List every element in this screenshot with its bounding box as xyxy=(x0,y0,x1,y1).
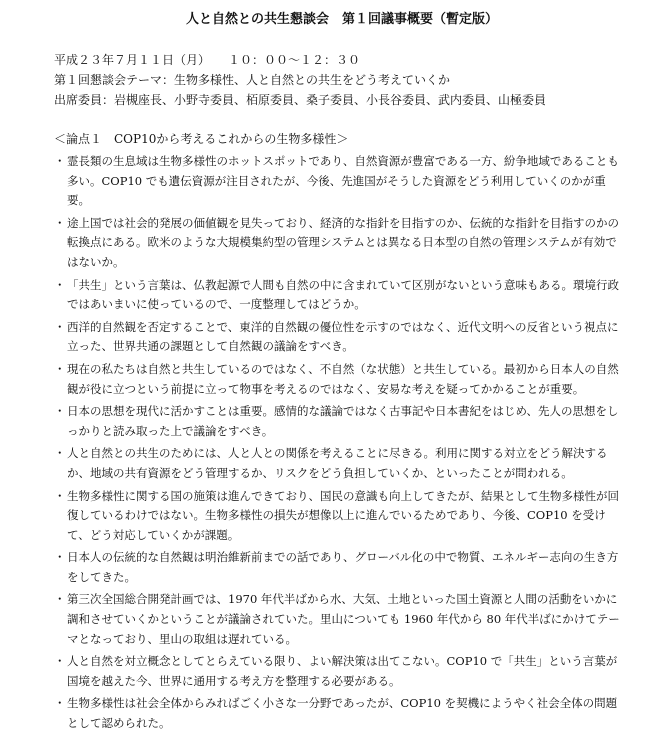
bullet-mark: ・ xyxy=(54,446,66,461)
bullet-mark: ・ xyxy=(54,215,66,230)
bullet-mark: ・ xyxy=(54,488,66,503)
bullet-text: 現在の私たちは自然と共生しているのではなく、不自然（な状態）と共生している。最初から日本人の自然観が役に立つという前提に立って物事を考えるのではなく、安易な考えを疑ってかかることが重要。 xyxy=(67,361,619,396)
bullet-text: 生物多様性は社会全体からみればごく小さな一分野であったが、COP10 を契機にようやく社会全体の問題として認められた。 xyxy=(67,696,618,731)
bullet-text: 生物多様性に関する国の施策は進んできており、国民の意識も向上してきたが、結果として生物多様性が回復しているわけではない。生物多様性の損失が想像以上に進んでいるためであり、今後、COP10 を受けて、どう対応していくかが課題。 xyxy=(67,488,619,542)
bullet-item xyxy=(54,487,620,546)
bullet-item xyxy=(54,318,620,357)
bullet-item xyxy=(54,360,620,399)
bullet-item xyxy=(54,444,620,483)
bullet-mark: ・ xyxy=(54,404,66,419)
bullet-item xyxy=(54,402,620,441)
bullet-text: 「共生」という言葉は、仏教起源で人間も自然の中に含まれていて区別がないという意味もある。環境行政ではあいまいに使っているので、一度整理してはどうか。 xyxy=(67,277,619,312)
bullet-mark: ・ xyxy=(54,154,66,168)
bullet-mark: ・ xyxy=(54,277,66,292)
bullet-mark: ・ xyxy=(54,361,66,376)
bullet-text: 西洋的自然観を否定することで、東洋的自然観の優位性を示すのではなく、近代文明への反省という視点に立った、世界共通の課題として自然観の議論をすべき。 xyxy=(67,319,619,354)
bullet-text: 日本人の伝統的な自然観は明治維新前までの話であり、グローバル化の中で物質、エネルギー志向の生き方をしてきた。 xyxy=(67,550,619,584)
bullet-text: 途上国では社会的発展の価値観を見失っており、経済的な指針を目指すのか、伝統的な指針を目指すのかの転換点にある。欧米のような大規模集約型の管理システムとは異なる日本型の自然の管理システムが有効ではないか。 xyxy=(67,215,619,269)
document-title: 人と自然との共生懇談会 第１回議事概要（暫定版） xyxy=(185,12,498,27)
bullet-mark: ・ xyxy=(54,319,66,334)
bullet-item xyxy=(54,276,620,315)
meeting-theme: 第１回懇談会テーマ：生物多様性、人と自然との共生をどう考えていくか xyxy=(54,73,451,87)
bullet-text: 人と自然との共生のためには、人と人との関係を考えることに尽きる。利用に関する対立をどう解決するか、地域の共有資源をどう管理するか、リスクをどう負担していくか、といったことが問われる。 xyxy=(67,446,608,480)
section-heading: ＜論点１ COP10から考えるこれからの生物多様性＞ xyxy=(54,132,349,146)
bullet-item xyxy=(54,652,620,691)
bullet-list xyxy=(54,152,620,734)
bullet-text: 人と自然を対立概念としてとらえている限り、よい解決策は出てこない。COP10 で「共生」という言葉が国境を越えた今、世界に通用する考え方を整理する必要がある。 xyxy=(67,654,618,688)
bullet-text: 第三次全国総合開発計画では、1970 年代半ばから水、大気、土地といった国土資源と人間の活動をいかに調和させていくかということが議論されていた。里山についても 1960 年代から 80 年代半ばにかけてテーマとなっており、里山の取組は遅れている。 xyxy=(67,592,620,646)
meeting-date: 平成２３年７月１１日（月） １０：００～１２：３０ xyxy=(54,53,361,67)
bullet-item xyxy=(54,214,620,273)
bullet-item xyxy=(54,590,620,649)
bullet-mark: ・ xyxy=(54,696,66,711)
bullet-mark: ・ xyxy=(54,550,66,565)
bullet-mark: ・ xyxy=(54,654,66,669)
bullet-item xyxy=(54,548,620,587)
bullet-mark: ・ xyxy=(54,592,66,607)
bullet-text: 日本の思想を現代に活かすことは重要。感情的な議論ではなく古事記や日本書紀をはじめ、先人の思想をしっかりと読み取った上で議論をすべき。 xyxy=(67,404,619,438)
bullet-item xyxy=(54,694,620,733)
bullet-item xyxy=(54,152,620,211)
bullet-text: 霊長類の生息域は生物多様性のホットスポットであり、自然資源が豊富である一方、紛争地域であることも多い。COP10 でも遺伝資源が注目されたが、今後、先進国がそうした資源をどう利用していくのかが重要。 xyxy=(67,154,619,208)
attendees: 出席委員：岩槻座長、小野寺委員、栢原委員、桑子委員、小長谷委員、武内委員、山極委員 xyxy=(54,93,547,107)
